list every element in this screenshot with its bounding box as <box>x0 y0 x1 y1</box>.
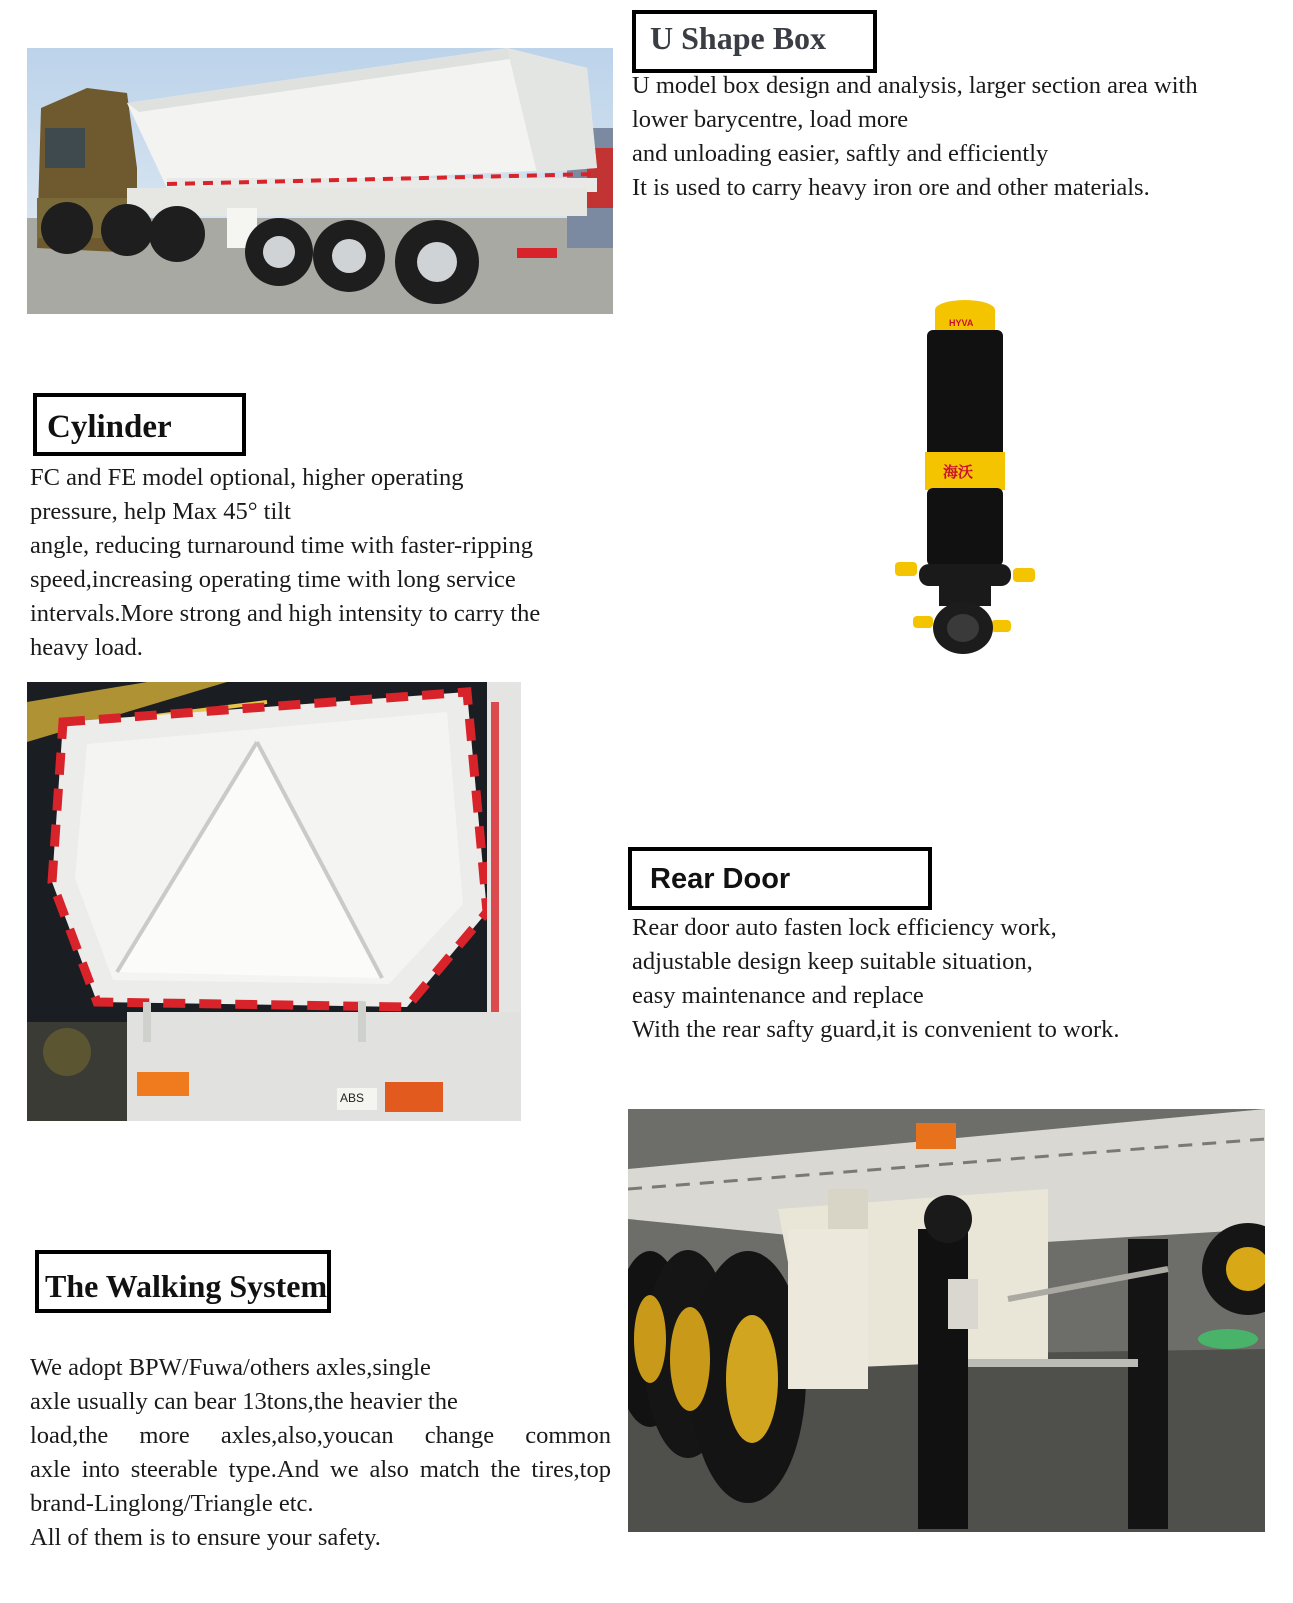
text-line: FC and FE model optional, higher operating <box>30 464 464 491</box>
u-shape-box-heading: U Shape Box <box>632 10 877 73</box>
text-line: axle into steerable type.And we also match the tires,top <box>30 1456 611 1483</box>
cylinder-heading: Cylinder <box>33 393 246 456</box>
text-line: speed,increasing operating time with long service <box>30 566 516 593</box>
plate-text: ABS <box>340 1091 365 1105</box>
text-line: All of them is to ensure your safety. <box>30 1524 381 1551</box>
text-line: It is used to carry heavy iron ore and other materials. <box>632 174 1150 201</box>
walking-system-heading: The Walking System <box>35 1250 331 1313</box>
text-line: We adopt BPW/Fuwa/others axles,single <box>30 1354 431 1381</box>
text-line: heavy load. <box>30 634 143 661</box>
brand-mark: HYVA <box>949 318 974 328</box>
walking-system-description <box>30 1351 611 1555</box>
text-line: easy maintenance and replace <box>632 982 924 1009</box>
text-line: Rear door auto fasten lock efficiency work, <box>632 914 1057 941</box>
text-line: lower barycentre, load more <box>632 106 909 133</box>
text-line: adjustable design keep suitable situation, <box>632 948 1033 975</box>
rear-door-photo <box>27 682 521 1121</box>
text-line: With the rear safty guard,it is convenient to work. <box>632 1016 1120 1043</box>
cylinder-label: 海沃 <box>943 463 974 481</box>
text-line: intervals.More strong and high intensity to carry the <box>30 600 541 627</box>
cylinder-description <box>30 461 610 665</box>
rear-door-heading: Rear Door <box>628 847 932 910</box>
u-shape-box-description <box>632 69 1272 205</box>
text-line: pressure, help Max 45° tilt <box>30 498 291 525</box>
walking-system-photo <box>628 1109 1265 1532</box>
dump-truck-photo <box>27 48 613 314</box>
text-line: U model box design and analysis, larger section area with <box>632 72 1198 99</box>
text-line: and unloading easier, saftly and efficiently <box>632 140 1049 167</box>
text-line: brand-Linglong/Triangle etc. <box>30 1490 314 1517</box>
rear-door-description <box>632 911 1272 1047</box>
text-line: angle, reducing turnaround time with faster-ripping <box>30 532 533 559</box>
hydraulic-cylinder-photo <box>895 296 1035 658</box>
text-line: load,the more axles,also,youcan change common <box>30 1422 611 1449</box>
text-line: axle usually can bear 13tons,the heavier the <box>30 1388 458 1415</box>
